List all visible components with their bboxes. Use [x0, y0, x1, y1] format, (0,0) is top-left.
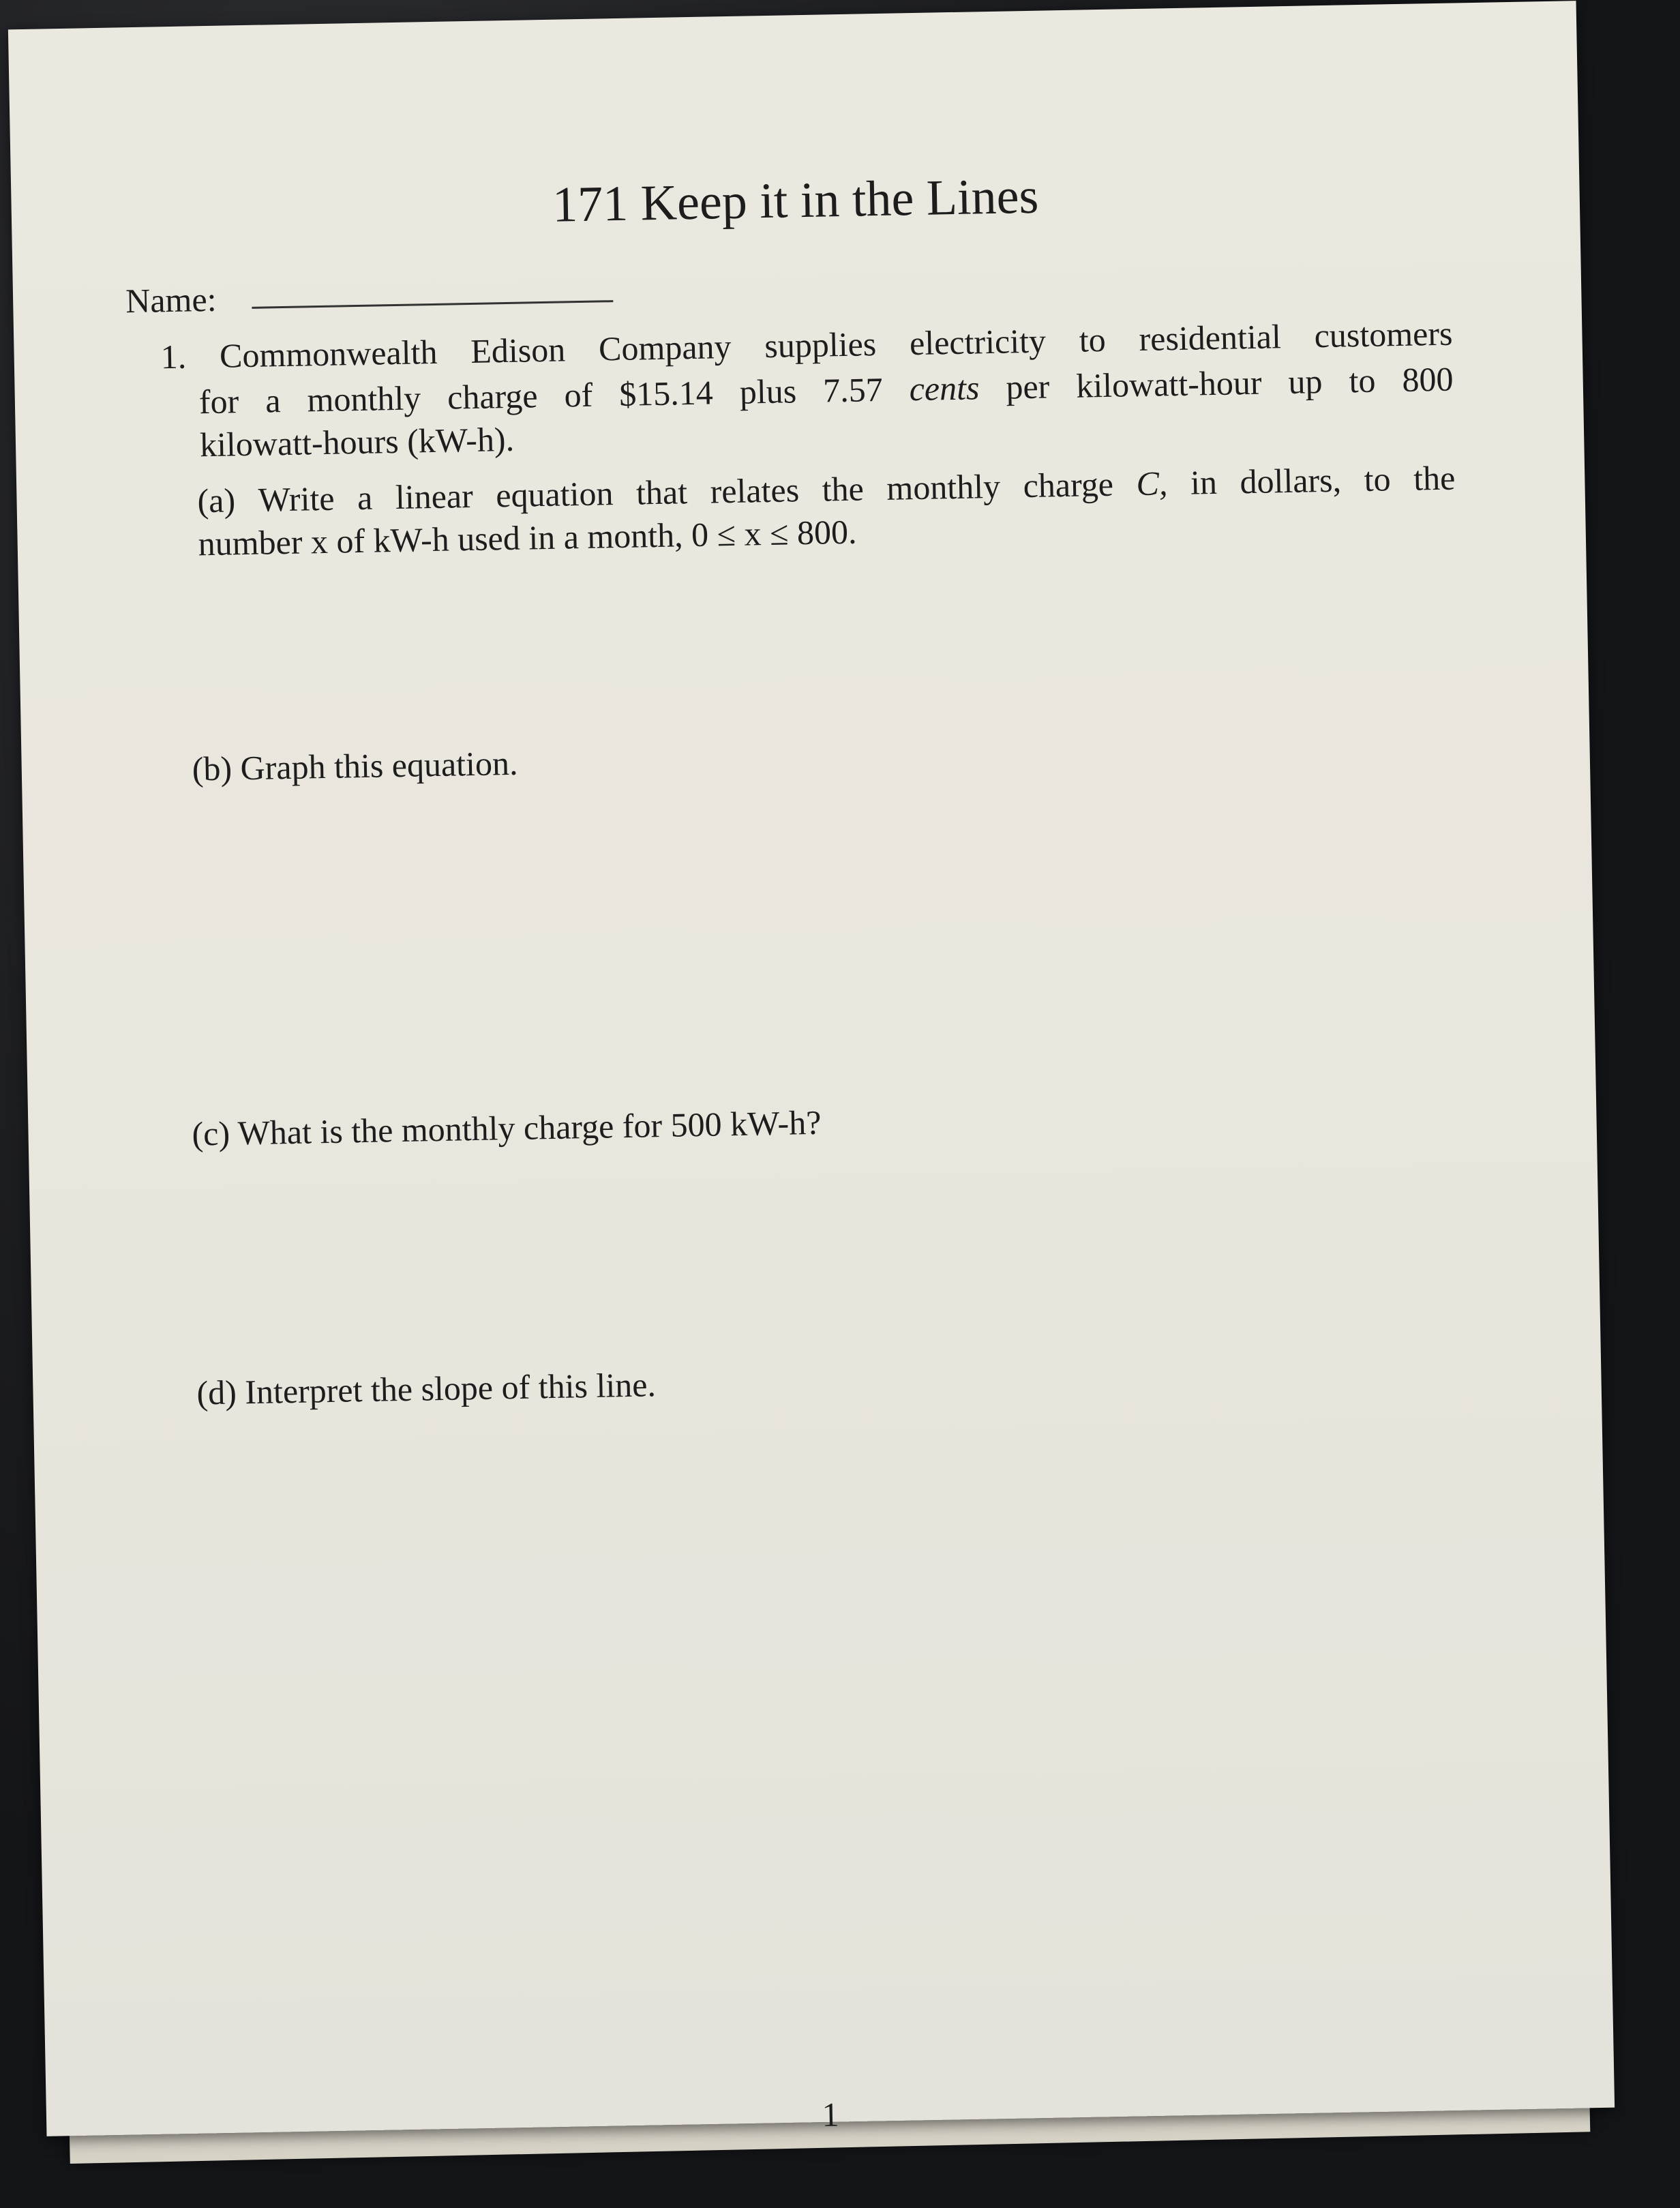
word: up — [1287, 362, 1323, 402]
word: that — [635, 473, 688, 512]
name-label: Name: — [125, 280, 217, 320]
part-a-line-2: number x of kW-h used in a month, 0 ≤ x ≤ 800. — [198, 512, 857, 563]
word: plus — [739, 372, 797, 411]
problem-line-3: kilowatt-hours (kW-h). — [199, 419, 515, 464]
word: Company — [598, 327, 732, 368]
name-blank-line — [252, 300, 613, 309]
part-a-line-1 — [197, 458, 1456, 521]
word: Write — [258, 479, 335, 519]
word: of — [564, 375, 593, 415]
word: dollars, — [1239, 460, 1342, 501]
word: charge — [1023, 464, 1114, 505]
word: to — [1348, 361, 1376, 400]
word: cents — [909, 368, 980, 408]
word: 7.57 — [822, 370, 884, 410]
word: a — [265, 381, 281, 420]
word: Commonwealth — [219, 332, 438, 375]
word: monthly — [307, 378, 421, 419]
word: the — [1413, 458, 1456, 498]
page-number: 1 — [822, 2095, 840, 2134]
word: to — [1079, 320, 1107, 359]
word: Edison — [470, 330, 566, 370]
word: per — [1005, 367, 1050, 406]
word: customers — [1314, 314, 1453, 355]
word: charge — [447, 376, 539, 417]
word: equation — [495, 474, 614, 515]
word: the — [822, 469, 865, 509]
word: (a) — [197, 481, 236, 520]
word: relates — [710, 471, 800, 511]
word: kilowatt-hour — [1075, 363, 1262, 405]
part-d-prompt: (d) Interpret the slope of this line. — [196, 1365, 657, 1412]
word: linear — [395, 476, 474, 517]
page-title: 171 Keep it in the Lines — [552, 168, 1039, 233]
word: a — [357, 478, 373, 518]
word: to — [1364, 460, 1392, 498]
word: $15.14 — [618, 373, 714, 413]
word: electricity — [909, 321, 1047, 363]
word: 800 — [1401, 359, 1454, 399]
word: monthly — [886, 466, 1001, 507]
word: supplies — [764, 325, 877, 365]
word: 1. — [160, 337, 187, 376]
part-b-prompt: (b) Graph this equation. — [192, 743, 518, 788]
part-c-prompt: (c) What is the monthly charge for 500 kW-h? — [192, 1103, 822, 1153]
worksheet-page — [8, 1, 1615, 2136]
word: for — [198, 382, 239, 421]
word: residential — [1139, 317, 1282, 359]
word: in — [1190, 462, 1218, 502]
word: C, — [1136, 464, 1168, 503]
